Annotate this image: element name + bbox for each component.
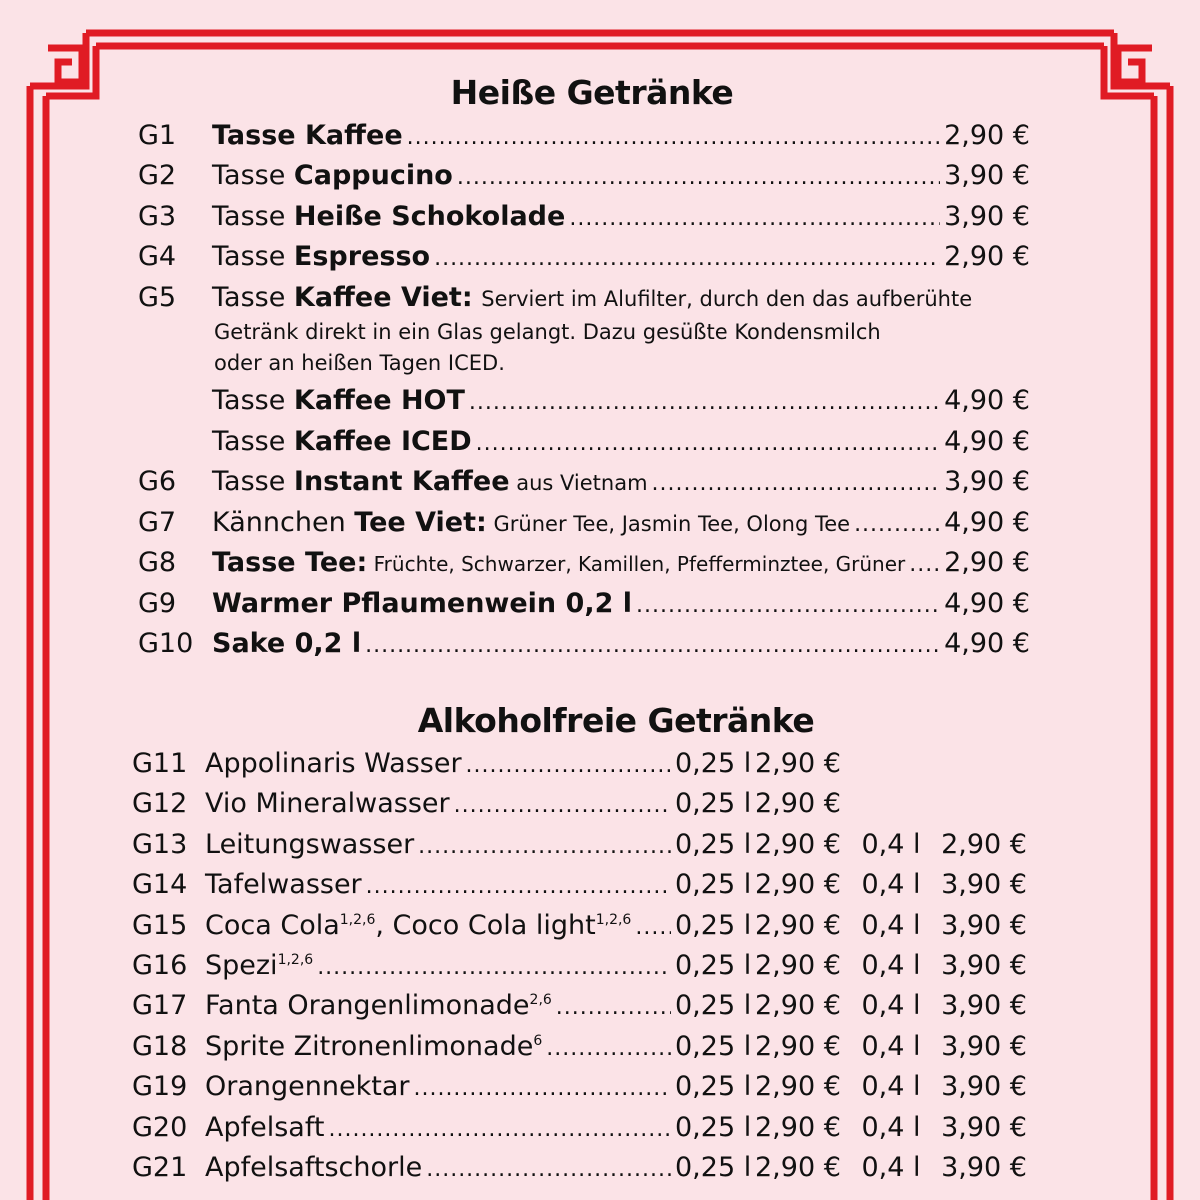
item-volume-small: 0,25 l (675, 748, 752, 779)
menu-item-g19 (130, 1070, 1080, 1106)
item-price-large: 3,90 € (941, 990, 1027, 1022)
additive-footnote: 1,2,6 (277, 952, 314, 968)
menu-item-g3 (132, 200, 1030, 236)
item-volume-small: 0,25 l (675, 1030, 752, 1062)
item-price-small: 2,90 € (755, 748, 841, 779)
menu-item-g14 (130, 868, 1080, 904)
menu-item-g5-hot (132, 384, 1030, 420)
item-name: Vio Mineralwasser (205, 788, 450, 820)
menu-item-g5-iced (132, 425, 1030, 461)
item-price-small: 2,90 € (755, 828, 841, 860)
item-name: Spezi$^{1,2,6}$ (205, 950, 314, 981)
item-name: Tasse Espresso (212, 241, 431, 272)
item-volume-large: 0,4 l (861, 990, 921, 1022)
menu-item-g21 (130, 1151, 1080, 1187)
menu-item-g15 (130, 909, 1080, 945)
item-price-large: 3,90 € (941, 1030, 1027, 1062)
item-price-small: 2,90 € (755, 950, 841, 981)
leader-dots (909, 548, 940, 582)
additive-footnote: 6 (533, 1032, 543, 1049)
menu-item-g5 (132, 281, 1030, 316)
item-price-small: 2,90 € (755, 909, 841, 941)
item-code: G8 (138, 547, 177, 578)
additive-footnote: 1,2,6 (595, 911, 632, 928)
leader-dots (365, 629, 940, 663)
leader-dots (546, 1032, 671, 1066)
item-price-small: 2,90 € (755, 869, 841, 901)
item-code: G21 (132, 1152, 188, 1183)
item-price-small: 2,90 € (755, 1071, 841, 1103)
additive-footnote: 1,2,6 (339, 911, 376, 928)
item-name: Coca Cola$^{1,2,6}$, Coco Cola light$^{1,2,6}$ (205, 909, 632, 941)
leader-dots (556, 991, 671, 1025)
menu-item-g9 (132, 587, 1030, 623)
item-code: G16 (132, 950, 188, 981)
item-name: Tasse Kaffee Viet: Serviert im Alufilter, durch den das aufberühte (212, 282, 973, 313)
item-code: G10 (138, 628, 194, 659)
leader-dots (454, 789, 671, 823)
item-volume-large: 0,4 l (861, 1030, 921, 1062)
leader-dots (569, 202, 940, 236)
item-code: G14 (132, 869, 188, 901)
item-volume-large: 0,4 l (861, 950, 921, 981)
item-name: Apfelsaft (205, 1111, 325, 1143)
item-name: Tasse Heiße Schokolade (212, 201, 566, 232)
leader-dots (434, 242, 940, 276)
item-name: Tasse Cappucino (212, 160, 453, 191)
item-code: G12 (132, 788, 188, 820)
item-price-large: 2,90 € (941, 828, 1027, 860)
item-price-small: 2,90 € (755, 1111, 841, 1143)
item-price-small: 2,90 € (755, 1030, 841, 1062)
item-volume-small: 0,25 l (675, 828, 752, 860)
leader-dots (418, 830, 671, 864)
item-code: G1 (138, 120, 177, 151)
item-name: Tasse Instant Kaffee aus Vietnam (212, 466, 648, 497)
item-code: G19 (132, 1071, 188, 1103)
item-volume-small: 0,25 l (675, 869, 752, 901)
item-name: Appolinaris Wasser (205, 748, 462, 779)
section-title-hot-drinks: Heiße Getränke (450, 73, 734, 112)
item-volume-large: 0,4 l (861, 1111, 921, 1143)
item-description-line: oder an heißen Tagen ICED. (214, 351, 505, 375)
item-code: G11 (132, 748, 188, 779)
item-price: 4,90 € (944, 628, 1030, 659)
item-price: 2,90 € (944, 241, 1030, 272)
item-name: Tafelwasser (205, 869, 362, 901)
item-price-small: 2,90 € (755, 788, 841, 820)
leader-dots (407, 121, 940, 155)
item-name: Kännchen Tee Viet: Grüner Tee, Jasmin Tee, Olong Tee (212, 507, 851, 538)
leader-dots (413, 1072, 671, 1106)
item-volume-large: 0,4 l (861, 828, 921, 860)
item-code: G4 (138, 241, 177, 272)
item-name: Warmer Pflaumenwein 0,2 l (212, 588, 633, 619)
leader-dots (366, 870, 671, 904)
item-code: G2 (138, 160, 177, 191)
menu-item-g13 (130, 828, 1080, 864)
menu-item-g16 (130, 949, 1080, 985)
item-name: Tasse Tee: Früchte, Schwarzer, Kamillen, Pfefferminztee, Grüner (212, 547, 906, 578)
leader-dots (652, 467, 941, 501)
menu-item-g12 (130, 787, 1080, 823)
item-code: G17 (132, 990, 188, 1022)
item-volume-small: 0,25 l (675, 990, 752, 1022)
item-volume-small: 0,25 l (675, 909, 752, 941)
item-code: G20 (132, 1111, 188, 1143)
menu-item-g10 (132, 627, 1030, 663)
item-price-large: 3,90 € (941, 1111, 1027, 1143)
item-price: 2,90 € (944, 547, 1030, 578)
menu-item-g20 (130, 1111, 1080, 1147)
leader-dots (426, 1153, 671, 1187)
menu-item-g17 (130, 989, 1080, 1025)
item-price: 4,90 € (944, 385, 1030, 416)
item-volume-large: 0,4 l (861, 1152, 921, 1183)
item-price: 4,90 € (944, 507, 1030, 538)
item-name: Tasse Kaffee HOT (212, 385, 465, 416)
item-price-large: 3,90 € (941, 1152, 1027, 1183)
item-code: G15 (132, 909, 188, 941)
item-price: 3,90 € (944, 160, 1030, 191)
item-price-large: 3,90 € (941, 909, 1027, 941)
menu-item-g1 (132, 119, 1030, 155)
leader-dots (854, 508, 940, 542)
item-name: Sprite Zitronenlimonade$^6$ (205, 1030, 543, 1062)
item-volume-large: 0,4 l (861, 909, 921, 941)
item-price: 3,90 € (944, 201, 1030, 232)
item-name: Apfelsaftschorle (205, 1152, 423, 1183)
menu-item-g4 (132, 240, 1030, 276)
item-volume-small: 0,25 l (675, 950, 752, 981)
item-description: Serviert im Alufilter, durch den das aufberühte (481, 287, 973, 311)
item-price-large: 3,90 € (941, 869, 1027, 901)
item-volume-small: 0,25 l (675, 1071, 752, 1103)
item-code: G3 (138, 201, 177, 232)
item-volume-large: 0,4 l (861, 1071, 921, 1103)
item-name: Orangennektar (205, 1071, 410, 1103)
section-title-soft-drinks: Alkoholfreie Getränke (417, 701, 815, 740)
item-price-large: 3,90 € (941, 1071, 1027, 1103)
item-volume-small: 0,25 l (675, 1152, 752, 1183)
item-price: 4,90 € (944, 426, 1030, 457)
menu-item-g11 (130, 747, 1080, 783)
item-price-small: 2,90 € (755, 1152, 841, 1183)
item-code: G13 (132, 828, 188, 860)
item-price: 2,90 € (944, 120, 1030, 151)
item-name: Fanta Orangenlimonade$^{2,6}$ (205, 990, 552, 1022)
item-volume-large: 0,4 l (861, 869, 921, 901)
item-volume-small: 0,25 l (675, 788, 752, 820)
item-code: G5 (138, 282, 177, 313)
item-price: 4,90 € (944, 588, 1030, 619)
additive-footnote: 2,6 (529, 992, 552, 1009)
item-volume-small: 0,25 l (675, 1111, 752, 1143)
item-name: Leitungswasser (205, 828, 415, 860)
leader-dots (469, 386, 940, 420)
leader-dots (635, 911, 671, 945)
leader-dots (476, 427, 940, 461)
menu-item-g18 (130, 1030, 1080, 1066)
item-name: Tasse Kaffee ICED (212, 426, 472, 457)
menu-item-g2 (132, 159, 1030, 195)
item-price-small: 2,90 € (755, 990, 841, 1022)
menu-item-g7 (132, 506, 1030, 542)
item-code: G9 (138, 588, 177, 619)
item-name: Tasse Kaffee (212, 120, 403, 151)
item-price: 3,90 € (944, 466, 1030, 497)
leader-dots (636, 589, 940, 623)
item-price-large: 3,90 € (941, 950, 1027, 981)
item-description-line: Getränk direkt in ein Glas gelangt. Dazu gesüßte Kondensmilch (214, 320, 881, 344)
menu-item-g8 (132, 546, 1030, 582)
item-code: G6 (138, 466, 177, 497)
leader-dots (317, 951, 671, 985)
leader-dots (457, 161, 940, 195)
item-code: G18 (132, 1030, 188, 1062)
item-code: G7 (138, 507, 177, 538)
leader-dots (466, 749, 671, 783)
leader-dots (328, 1113, 671, 1147)
item-name: Sake 0,2 l (212, 628, 362, 659)
menu-item-g6 (132, 465, 1030, 501)
